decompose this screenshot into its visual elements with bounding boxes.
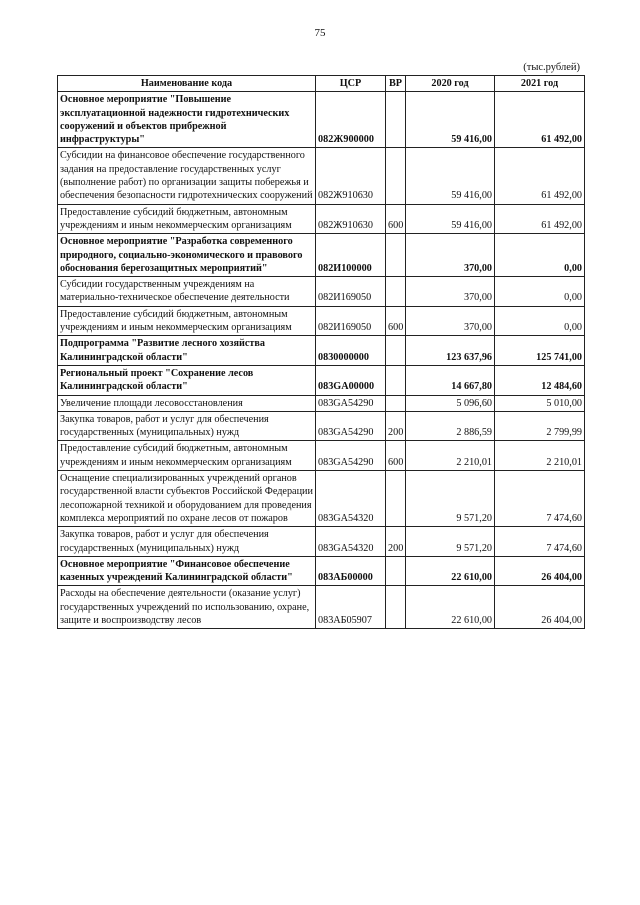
- row-name: Увеличение площади лесовосстановления: [58, 395, 316, 411]
- row-2020: 59 416,00: [406, 204, 495, 234]
- row-csr: 083GA54290: [316, 395, 386, 411]
- header-name: Наименование кода: [58, 76, 316, 92]
- table-row: [58, 556, 585, 586]
- table-row: [58, 148, 585, 204]
- row-name: Предоставление субсидий бюджетным, автономным учреждениям и иным некоммерческим организациям: [58, 204, 316, 234]
- row-2020: 370,00: [406, 277, 495, 307]
- table-row: [58, 395, 585, 411]
- table-body: [58, 92, 585, 629]
- row-name: Субсидии на финансовое обеспечение государственного задания на предоставление государственных услуг (выполнение работ) по организации защиты побережья и обеспечения безопасности гидротехнических сооружений: [58, 148, 316, 204]
- row-name: Подпрограмма "Развитие лесного хозяйства Калининградской области": [58, 336, 316, 366]
- row-2021: 26 404,00: [495, 586, 585, 629]
- row-csr: 083АБ05907: [316, 586, 386, 629]
- row-name: Основное мероприятие "Повышение эксплуатационной надежности гидротехнических сооружений и объектов прибрежной инфраструктуры": [58, 92, 316, 148]
- row-csr: 0830000000: [316, 336, 386, 366]
- row-2021: 61 492,00: [495, 92, 585, 148]
- table-row: [58, 365, 585, 395]
- row-2021: 2 799,99: [495, 411, 585, 441]
- row-2020: 22 610,00: [406, 586, 495, 629]
- row-vr: 200: [386, 411, 406, 441]
- row-2020: 123 637,96: [406, 336, 495, 366]
- row-2021: 7 474,60: [495, 527, 585, 557]
- row-name: Закупка товаров, работ и услуг для обеспечения государственных (муниципальных) нужд: [58, 527, 316, 557]
- row-vr: [386, 277, 406, 307]
- row-2020: 59 416,00: [406, 148, 495, 204]
- table-row: [58, 234, 585, 277]
- row-vr: [386, 586, 406, 629]
- row-vr: [386, 336, 406, 366]
- row-vr: [386, 234, 406, 277]
- row-2020: 9 571,20: [406, 527, 495, 557]
- row-csr: 082И169050: [316, 306, 386, 336]
- row-name: Предоставление субсидий бюджетным, автономным учреждениям и иным некоммерческим организациям: [58, 306, 316, 336]
- row-csr: 083GA54290: [316, 441, 386, 471]
- header-2021: 2021 год: [495, 76, 585, 92]
- row-csr: 083GA54320: [316, 471, 386, 527]
- header-2020: 2020 год: [406, 76, 495, 92]
- table-row: [58, 471, 585, 527]
- table-row: [58, 411, 585, 441]
- row-name: Расходы на обеспечение деятельности (оказание услуг) государственных учреждений по использованию, охране, защите и воспроизводству лесов: [58, 586, 316, 629]
- row-2021: 0,00: [495, 306, 585, 336]
- row-2020: 2 886,59: [406, 411, 495, 441]
- row-name: Субсидии государственным учреждениям на материально-техническое обеспечение деятельности: [58, 277, 316, 307]
- row-2021: 0,00: [495, 277, 585, 307]
- row-vr: [386, 92, 406, 148]
- row-vr: 600: [386, 306, 406, 336]
- table-row: [58, 336, 585, 366]
- row-2021: 125 741,00: [495, 336, 585, 366]
- row-csr: 083GA54290: [316, 411, 386, 441]
- table-row: [58, 204, 585, 234]
- row-name: Основное мероприятие "Финансовое обеспечение казенных учреждений Калининградской области": [58, 556, 316, 586]
- row-vr: [386, 148, 406, 204]
- header-row: [58, 76, 585, 92]
- table-row: [58, 92, 585, 148]
- units-label: (тыс.рублей): [523, 62, 580, 73]
- row-2021: 5 010,00: [495, 395, 585, 411]
- row-name: Основное мероприятие "Разработка современного природного, социально-экономического и правового обоснования берегозащитных мероприятий": [58, 234, 316, 277]
- row-2021: 2 210,01: [495, 441, 585, 471]
- row-vr: [386, 471, 406, 527]
- row-vr: 200: [386, 527, 406, 557]
- row-2020: 5 096,60: [406, 395, 495, 411]
- row-2021: 12 484,60: [495, 365, 585, 395]
- row-csr: 083GA00000: [316, 365, 386, 395]
- row-vr: 600: [386, 204, 406, 234]
- row-csr: 082И169050: [316, 277, 386, 307]
- row-2021: 7 474,60: [495, 471, 585, 527]
- row-2020: 59 416,00: [406, 92, 495, 148]
- table-row: [58, 586, 585, 629]
- header-csr: ЦСР: [316, 76, 386, 92]
- row-vr: 600: [386, 441, 406, 471]
- row-csr: 083GA54320: [316, 527, 386, 557]
- row-vr: [386, 395, 406, 411]
- row-csr: 082Ж910630: [316, 204, 386, 234]
- row-name: Предоставление субсидий бюджетным, автономным учреждениям и иным некоммерческим организациям: [58, 441, 316, 471]
- row-2020: 22 610,00: [406, 556, 495, 586]
- row-csr: 082И100000: [316, 234, 386, 277]
- row-name: Региональный проект "Сохранение лесов Калининградской области": [58, 365, 316, 395]
- row-2021: 61 492,00: [495, 148, 585, 204]
- table-row: [58, 441, 585, 471]
- row-csr: 083АБ00000: [316, 556, 386, 586]
- row-2021: 61 492,00: [495, 204, 585, 234]
- row-2020: 14 667,80: [406, 365, 495, 395]
- budget-table: [57, 75, 585, 629]
- row-csr: 082Ж910630: [316, 148, 386, 204]
- row-2021: 26 404,00: [495, 556, 585, 586]
- row-2020: 9 571,20: [406, 471, 495, 527]
- page-number: 75: [314, 27, 326, 39]
- row-csr: 082Ж900000: [316, 92, 386, 148]
- row-2020: 370,00: [406, 306, 495, 336]
- row-name: Оснащение специализированных учреждений органов государственной власти субъектов Российской Федерации лесопожарной техникой и оборудованием для проведения комплекса мероприятий по охране лесов от пожаров: [58, 471, 316, 527]
- table-row: [58, 306, 585, 336]
- header-vr: ВР: [386, 76, 406, 92]
- row-name: Закупка товаров, работ и услуг для обеспечения государственных (муниципальных) нужд: [58, 411, 316, 441]
- table-row: [58, 277, 585, 307]
- row-2020: 370,00: [406, 234, 495, 277]
- row-2021: 0,00: [495, 234, 585, 277]
- row-vr: [386, 365, 406, 395]
- table-row: [58, 527, 585, 557]
- row-2020: 2 210,01: [406, 441, 495, 471]
- row-vr: [386, 556, 406, 586]
